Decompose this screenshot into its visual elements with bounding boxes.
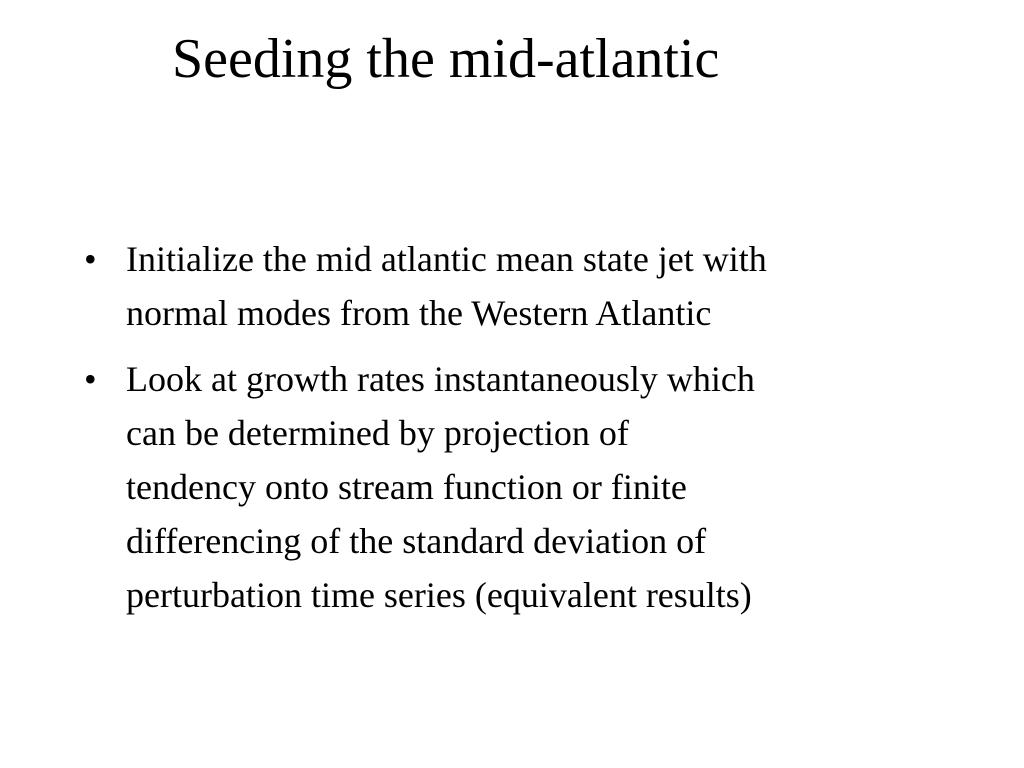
bullet-line: Initialize the mid atlantic mean state jet with <box>126 239 767 279</box>
bullet-marker: • <box>84 239 97 279</box>
bullet-text <box>126 232 964 340</box>
bullet-line: tendency onto stream function or finite <box>126 467 687 507</box>
bullet-text <box>126 352 964 622</box>
bullet-marker: • <box>84 359 97 399</box>
bullet-line: Look at growth rates instantaneously which <box>126 359 755 399</box>
bullet-line: perturbation time series (equivalent results) <box>126 575 752 615</box>
bullet-line: normal modes from the Western Atlantic <box>126 293 712 333</box>
bullet-item <box>84 352 964 622</box>
bullet-list <box>84 232 964 634</box>
bullet-line: differencing of the standard deviation of <box>126 521 707 561</box>
bullet-item <box>84 232 964 340</box>
slide-title: Seeding the mid-atlantic <box>172 28 720 90</box>
bullet-line: can be determined by projection of <box>126 413 629 453</box>
